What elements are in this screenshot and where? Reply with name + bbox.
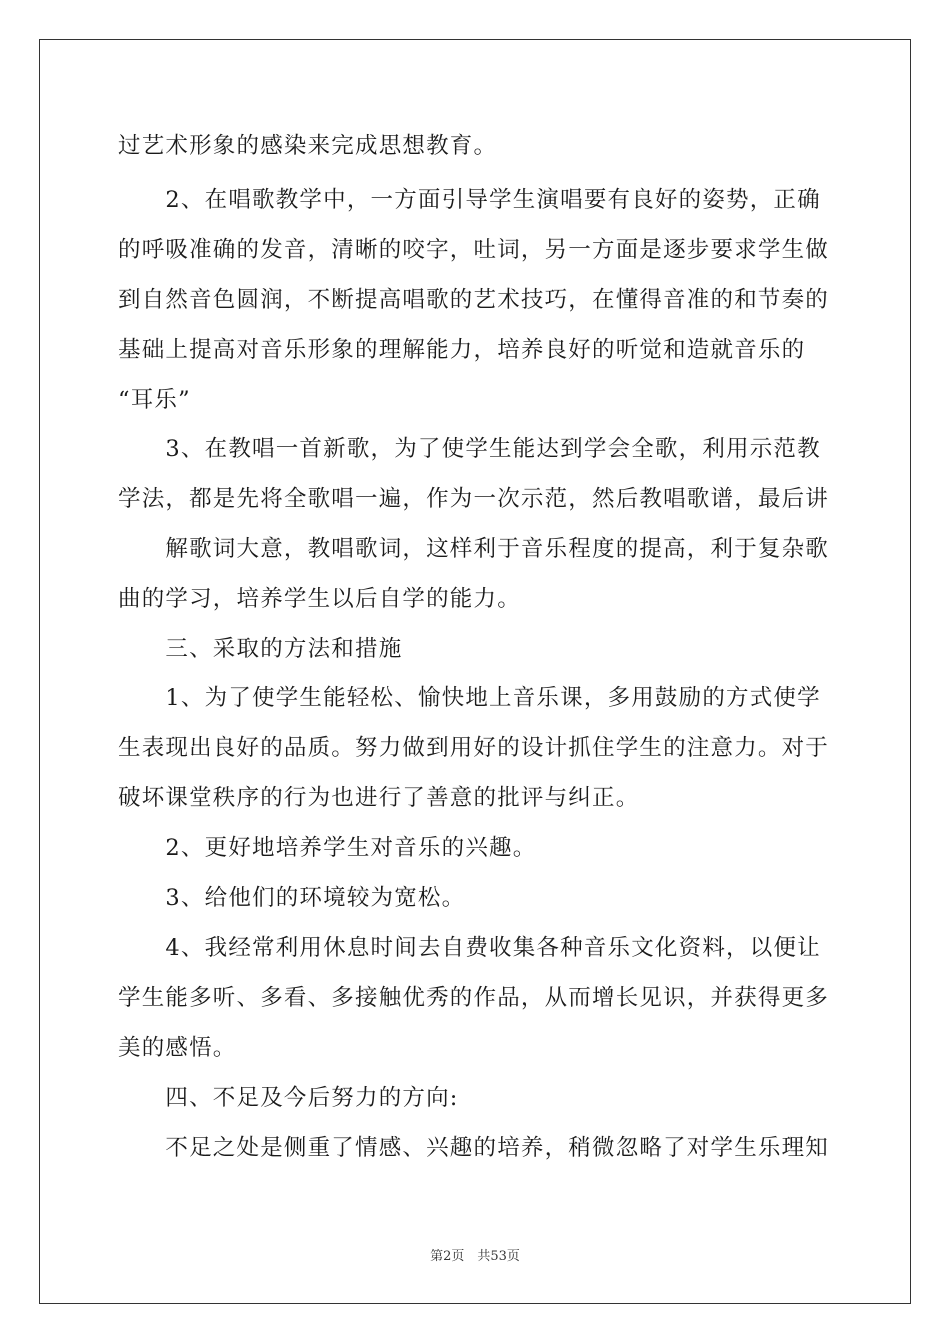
text-line: 学生能多听、多看、多接触优秀的作品，从而增长见识，并获得更多	[118, 985, 830, 1011]
text-line: 1、为了使学生能轻松、愉快地上音乐课，多用鼓励的方式使学	[118, 685, 821, 711]
text-line: 美的感悟。	[118, 1035, 237, 1061]
text-line: 破坏课堂秩序的行为也进行了善意的批评与纠正。	[118, 785, 640, 811]
text-line: 过艺术形象的感染来完成思想教育。	[118, 133, 498, 159]
text-line: 3、给他们的环境较为宽松。	[118, 885, 466, 911]
text-line: 4、我经常利用休息时间去自费收集各种音乐文化资料，以便让	[118, 935, 821, 961]
text-line: 3、在教唱一首新歌，为了使学生能达到学会全歌，利用示范教	[118, 436, 821, 462]
text-line: 学法，都是先将全歌唱一遍，作为一次示范，然后教唱歌谱，最后讲	[118, 486, 830, 512]
text-line: 解歌词大意，教唱歌词，这样利于音乐程度的提高，利于复杂歌	[118, 536, 830, 562]
text-line: 不足之处是侧重了情感、兴趣的培养，稍微忽略了对学生乐理知	[118, 1135, 830, 1161]
text-line: 曲的学习，培养学生以后自学的能力。	[118, 586, 521, 612]
section-heading: 四、不足及今后努力的方向:	[118, 1085, 459, 1111]
text-line: 的呼吸准确的发音，清晰的咬字，吐词，另一方面是逐步要求学生做	[118, 237, 830, 263]
section-heading: 三、采取的方法和措施	[118, 636, 403, 662]
text-line: “耳乐”	[118, 387, 191, 413]
text-line: 生表现出良好的品质。努力做到用好的设计抓住学生的注意力。对于	[118, 735, 830, 761]
text-line: 2、在唱歌教学中，一方面引导学生演唱要有良好的姿势，正确	[118, 187, 821, 213]
text-line: 基础上提高对音乐形象的理解能力，培养良好的听觉和造就音乐的	[118, 337, 806, 363]
page-number-footer: 第2页 共53页	[430, 1249, 520, 1264]
text-line: 2、更好地培养学生对音乐的兴趣。	[118, 835, 537, 861]
text-line: 到自然音色圆润，不断提高唱歌的艺术技巧，在懂得音准的和节奏的	[118, 287, 830, 313]
